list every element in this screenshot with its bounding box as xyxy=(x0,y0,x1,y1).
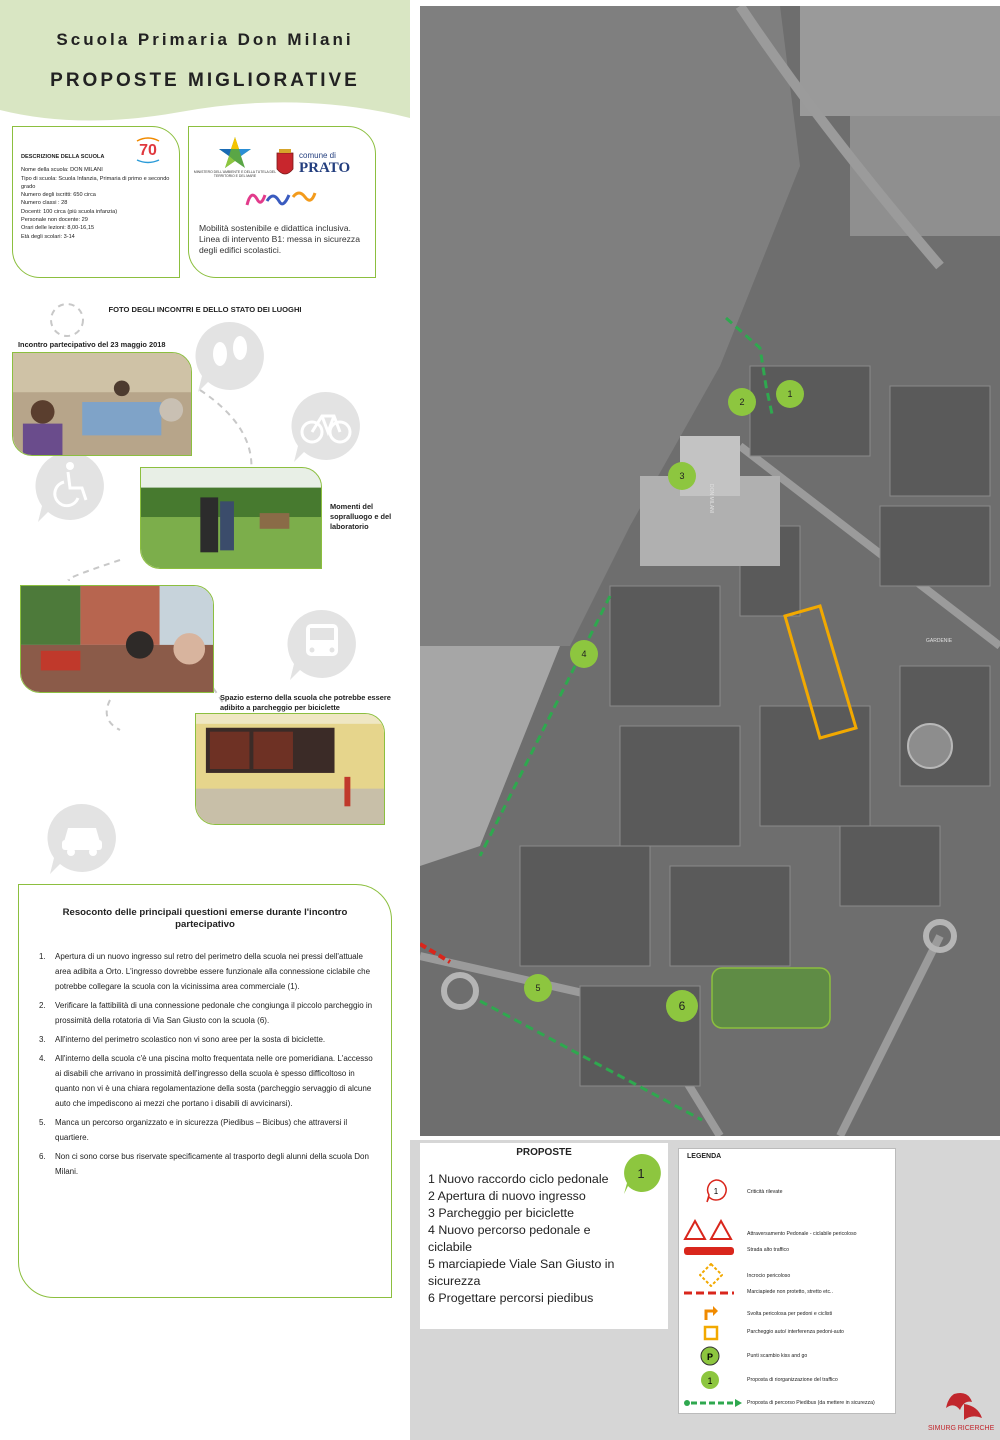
page-title: PROPOSTE MIGLIORATIVE xyxy=(50,70,360,91)
list-item: 6 Progettare percorsi piedibus xyxy=(428,1291,594,1305)
kiss-and-go-icon xyxy=(699,1345,721,1367)
map-marker-6 xyxy=(666,990,698,1022)
proposals-list xyxy=(428,1171,628,1307)
street-label: DON MILANI xyxy=(708,484,714,514)
legend-title: LEGENDA xyxy=(687,1153,722,1160)
map-marker-3 xyxy=(668,462,696,490)
list-item: 1. Apertura di un nuovo ingresso sul retro del perimetro della scuola nei pressi dell'attuale area adibita a Orto. L'ingresso dovrebbe essere funzionale alla connessione ciclabile che potrebbe collegare la scuola con la vicinissima area commerciale (1). xyxy=(39,952,371,991)
list-item: 4. All'interno della scuola c'è una piscina molto frequentata nelle ore pomeridiana. L'accesso ai disabili che arrivano in prossimità dell'ingresso della scuola è spesso difficoltoso in quanto non vi è una chiara regolamentazione della sosta (parcheggio servaggio di alcune auto che impediscono ai mezzi che portano i disabili di avvicinarsi). xyxy=(39,1054,373,1108)
legend-item: Criticità rilevate xyxy=(747,1189,783,1195)
list-item: 3 Parcheggio per biciclette xyxy=(428,1206,575,1220)
svg-text:SIMURG: SIMURG xyxy=(928,1425,956,1432)
info-panel xyxy=(0,0,410,1440)
map-marker-1 xyxy=(776,380,804,408)
legend-item: Strada alto traffico xyxy=(747,1247,790,1253)
svg-text:1: 1 xyxy=(713,1187,719,1196)
school-name: Scuola Primaria Don Milani xyxy=(56,30,354,49)
description-line: Orari delle lezioni: 8,00-16,15 xyxy=(21,225,95,232)
legend-item: Punti scambio kiss and go xyxy=(747,1353,808,1359)
ministry-name: MINISTERO DELL'AMBIENTE E DELLA TUTELA DEL TERRITORIO E DEL MARE xyxy=(193,170,277,178)
description-line: Numero classi : 28 xyxy=(21,200,68,207)
partners-card xyxy=(188,126,376,278)
description-line: Età degli scolari: 3-14 xyxy=(21,233,75,240)
unprotected-sidewalk-icon xyxy=(683,1289,735,1297)
parking-interference-icon xyxy=(703,1325,719,1341)
map-marker-5 xyxy=(524,974,552,1002)
description-line: Numero degli iscritti: 650 circa xyxy=(21,192,96,199)
danger-crossing-icon xyxy=(683,1219,735,1241)
list-item: 4 Nuovo percorso pedonale e ciclabile xyxy=(428,1223,591,1254)
meeting-report-card xyxy=(18,884,392,1298)
list-item: 2. Verificare la fattibilità di una connessione pedonale che congiunga il piccolo parcheggio in prossimità della rotatoria di Via San Giusto con la scuola (6). xyxy=(39,1001,373,1025)
legend-item: Svolta pericolosa per pedoni e ciclisti xyxy=(747,1311,833,1317)
list-item: 5. Manca un percorso organizzato e in sicurezza (Piedibus – Bicibus) che attraversi il quartiere. xyxy=(39,1118,348,1142)
svg-text:2: 2 xyxy=(739,397,745,407)
dangerous-junction-icon xyxy=(699,1263,723,1287)
description-line: Nome della scuola: DON MILANI xyxy=(21,167,103,174)
legend-item: Attraversamento Pedonale - ciclabile pericoloso xyxy=(747,1231,857,1237)
legend-item: Incrocio pericoloso xyxy=(747,1273,791,1279)
legend-item: Parcheggio auto/ interferenza pedoni-auto xyxy=(747,1329,844,1335)
list-item: 1 Nuovo raccordo ciclo pedonale xyxy=(428,1172,609,1186)
svg-text:1: 1 xyxy=(787,389,793,399)
photo-caption: Spazio esterno della scuola che potrebbe essere adibito a parcheggio per biciclette xyxy=(220,693,391,712)
svg-text:1: 1 xyxy=(707,1376,713,1386)
list-item: 6. Non ci sono corse bus riservate specificamente al trasporto degli alunni della scuola Don Milani. xyxy=(39,1152,369,1176)
legend-panel xyxy=(678,1148,896,1414)
description-line: Docenti: 100 circa (più scuola infanzia) xyxy=(21,208,118,215)
map-marker-4 xyxy=(570,640,598,668)
svg-text:70: 70 xyxy=(139,142,157,159)
proposal-badge-icon xyxy=(620,1152,662,1196)
comune-label: comune di xyxy=(299,151,336,160)
description-line: Personale non docente: 29 xyxy=(21,217,88,224)
group-photo xyxy=(20,585,214,693)
description-heading: DESCRIZIONE DELLA SCUOLA xyxy=(21,154,105,160)
map-marker-2 xyxy=(728,388,756,416)
bicycle-icon xyxy=(288,388,364,464)
ministry-logo xyxy=(195,133,273,187)
proposals-title: PROPOSTE xyxy=(516,1147,572,1158)
bus-icon xyxy=(284,606,360,682)
wheelchair-icon xyxy=(32,448,108,524)
list-item: 5 marciapiede Viale San Giusto in sicurezza xyxy=(428,1257,615,1288)
traffic-reorganization-icon xyxy=(699,1369,721,1391)
svg-text:4: 4 xyxy=(581,649,587,659)
site-visit-photo xyxy=(140,467,322,569)
car-icon xyxy=(44,800,120,876)
description-line: Tipo di scuola: Scuola Infanzia, Primaria di primo e secondo grado xyxy=(21,175,170,190)
svg-text:RICERCHE: RICERCHE xyxy=(957,1425,994,1432)
svg-text:3: 3 xyxy=(679,471,685,481)
report-list xyxy=(33,949,377,1179)
aerial-map xyxy=(420,6,1000,1136)
legend-item: Proposta di riorganizzazione del traffico xyxy=(747,1377,838,1383)
list-item: 2 Apertura di nuovo ingresso xyxy=(428,1189,586,1203)
svg-text:6: 6 xyxy=(678,999,686,1013)
project-description: Mobilità sostenibile e didattica inclusiva. Linea di intervento B1: messa in sicurezza degli edifici scolastici. xyxy=(199,223,360,255)
demos-logo xyxy=(241,185,317,213)
prato-label: PRATO xyxy=(299,160,351,176)
svg-text:P: P xyxy=(706,1352,714,1362)
school-exterior-photo xyxy=(195,713,385,825)
list-item: 3. All'interno del perimetro scolastico non vi sono aree per la sosta di biciclette. xyxy=(39,1035,326,1044)
photos-section-title: FOTO DEGLI INCONTRI E DELLO STATO DEI LUOGHI xyxy=(108,305,302,314)
school-description-card xyxy=(12,126,180,278)
footsteps-icon xyxy=(192,318,268,394)
street-label: GARDENIE xyxy=(926,638,953,644)
report-title: Resoconto delle principali questioni emerse durante l'incontro partecipativo xyxy=(62,907,348,930)
legend-item: Marciapiede non protetto, stretto etc.. xyxy=(747,1289,833,1295)
photo-caption: Incontro partecipativo del 23 maggio 2018 xyxy=(18,340,166,349)
svg-text:1: 1 xyxy=(637,1166,645,1181)
heavy-traffic-icon xyxy=(683,1245,735,1257)
turn-arrow-icon xyxy=(703,1303,719,1321)
anniversary-logo xyxy=(133,135,163,165)
legend-item: Proposta di percorso Piedibus (da mettere in sicurezza) xyxy=(747,1400,875,1406)
svg-text:5: 5 xyxy=(535,983,541,993)
piedibus-photo xyxy=(712,968,830,1028)
simurg-logo xyxy=(924,1390,994,1434)
criticality-icon xyxy=(705,1179,727,1203)
photo-caption: Momenti del sopralluogo e del laboratorio xyxy=(330,502,392,531)
piedibus-route-icon xyxy=(683,1399,743,1407)
header-band xyxy=(0,0,410,130)
meeting-photo xyxy=(12,352,192,456)
